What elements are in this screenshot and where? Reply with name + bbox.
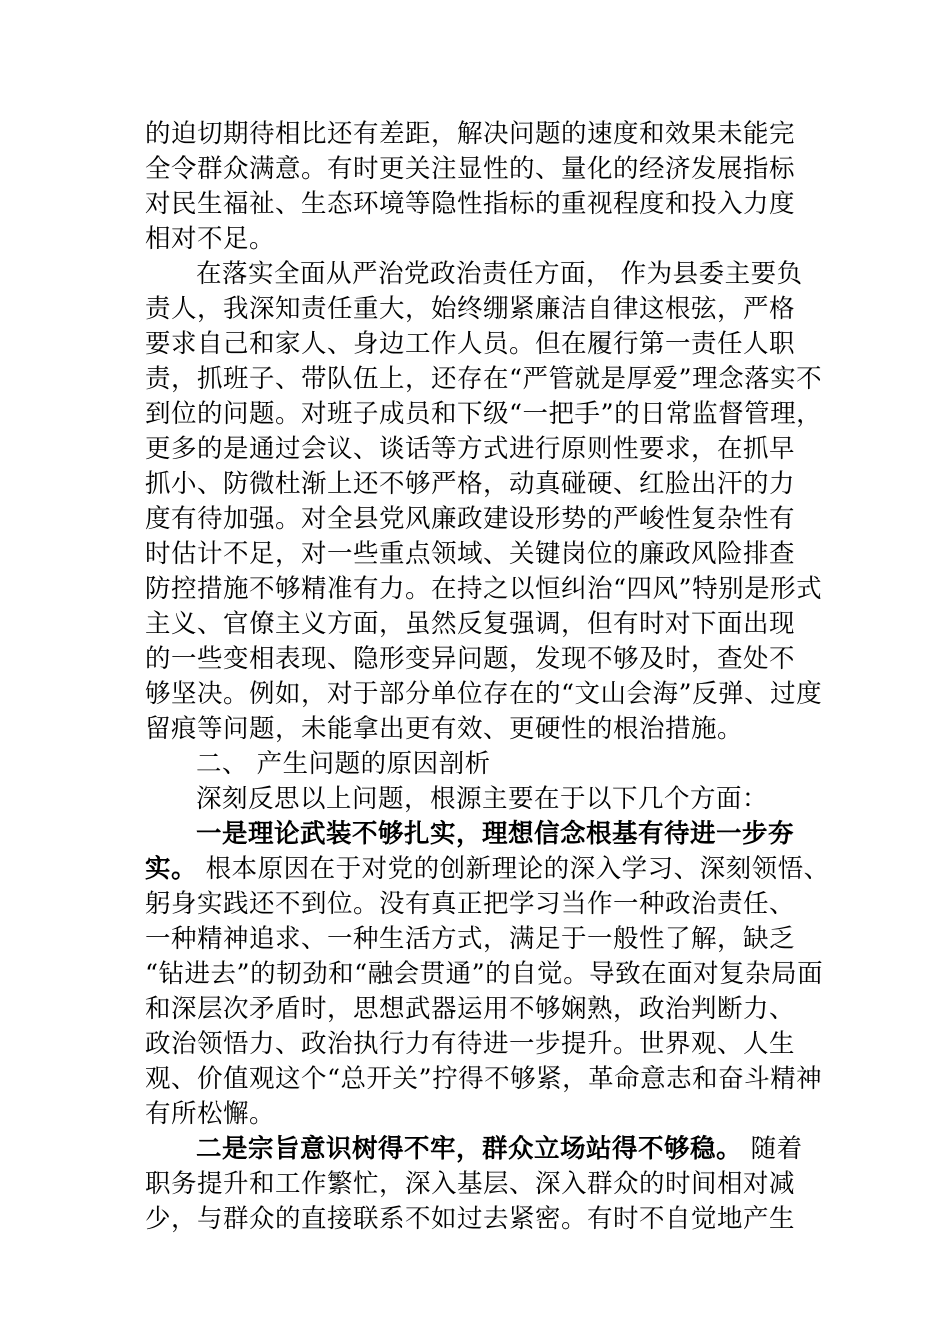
point1-heading-end: 实。 — [145, 854, 198, 884]
text-line: 对民生福祉、生态环境等隐性指标的重视程度和投入力度 — [145, 189, 796, 219]
text-line: 有所松懈。 — [145, 1099, 276, 1129]
text-line: 躬身实践还不到位。没有真正把学习当作一种政治责任、 — [145, 889, 796, 919]
paragraph-first-line: 在落实全面从严治党政治责任方面， 作为县委主要负 — [196, 259, 803, 289]
text-line: 和深层次矛盾时，思想武器运用不够娴熟，政治判断力、 — [145, 994, 796, 1024]
text-line: 时估计不足，对一些重点领域、关键岗位的廉政风险排查 — [145, 539, 796, 569]
text-line: 更多的是通过会议、谈话等方式进行原则性要求，在抓早 — [145, 434, 796, 464]
point1-first-line — [145, 852, 830, 886]
text-line: 要求自己和家人、身边工作人员。但在履行第一责任人职 — [145, 329, 796, 359]
text-line: 的迫切期待相比还有差距，解决问题的速度和效果未能完 — [145, 119, 796, 149]
text-line: 够坚决。例如，对于部分单位存在的“文山会海”反弹、过度 — [145, 679, 823, 709]
point2-heading: 二是宗旨意识树得不牢，群众立场站得不够稳。 — [196, 1134, 743, 1164]
text-line: 责人，我深知责任重大，始终绷紧廉洁自律这根弦，严格 — [145, 294, 796, 324]
point2-text: 随着 — [742, 1134, 803, 1164]
text-line: 度有待加强。对全县党风廉政建设形势的严峻性复杂性有 — [145, 504, 796, 534]
text-line: 观、价值观这个“总开关”拧得不够紧，革命意志和奋斗精神 — [145, 1064, 823, 1094]
text-line: 到位的问题。对班子成员和下级“一把手”的日常监督管理， — [145, 399, 823, 429]
text-line: 抓小、防微杜渐上还不够严格，动真碰硬、红脸出汗的力 — [145, 469, 796, 499]
point1-text: 根本原因在于对党的创新理论的深入学习、深刻领悟、 — [197, 854, 830, 884]
text-line: 政治领悟力、政治执行力有待进一步提升。世界观、人生 — [145, 1029, 796, 1059]
point1-heading: 一是理论武装不够扎实，理想信念根基有待进一步夯 — [196, 819, 795, 849]
text-line: 责，抓班子、带队伍上，还存在“严管就是厚爱”理念落实不 — [145, 364, 823, 394]
text-line: 主义、官僚主义方面，虽然反复强调，但有时对下面出现 — [145, 609, 796, 639]
text-line: “钻进去”的韧劲和“融会贯通”的自觉。导致在面对复杂局面 — [145, 959, 824, 989]
text-line: 一种精神追求、一种生活方式，满足于一般性了解，缺乏 — [145, 924, 796, 954]
point2-first-line — [196, 1132, 803, 1166]
text-line: 的一些变相表现、隐形变异问题，发现不够及时，查处不 — [145, 644, 796, 674]
text-line: 少，与群众的直接联系不如过去紧密。有时不自觉地产生 — [145, 1204, 796, 1234]
text-line: 相对不足。 — [145, 224, 276, 254]
section-heading: 二、 产生问题的原因剖析 — [196, 749, 491, 779]
text-line: 全令群众满意。有时更关注显性的、量化的经济发展指标 — [145, 154, 796, 184]
intro-line: 深刻反思以上问题，根源主要在于以下几个方面： — [196, 784, 769, 814]
text-line: 职务提升和工作繁忙，深入基层、深入群众的时间相对减 — [145, 1169, 796, 1199]
text-line: 留痕等问题，未能拿出更有效、更硬性的根治措施。 — [145, 714, 744, 744]
text-line: 防控措施不够精准有力。在持之以恒纠治“四风”特别是形式 — [145, 574, 823, 604]
